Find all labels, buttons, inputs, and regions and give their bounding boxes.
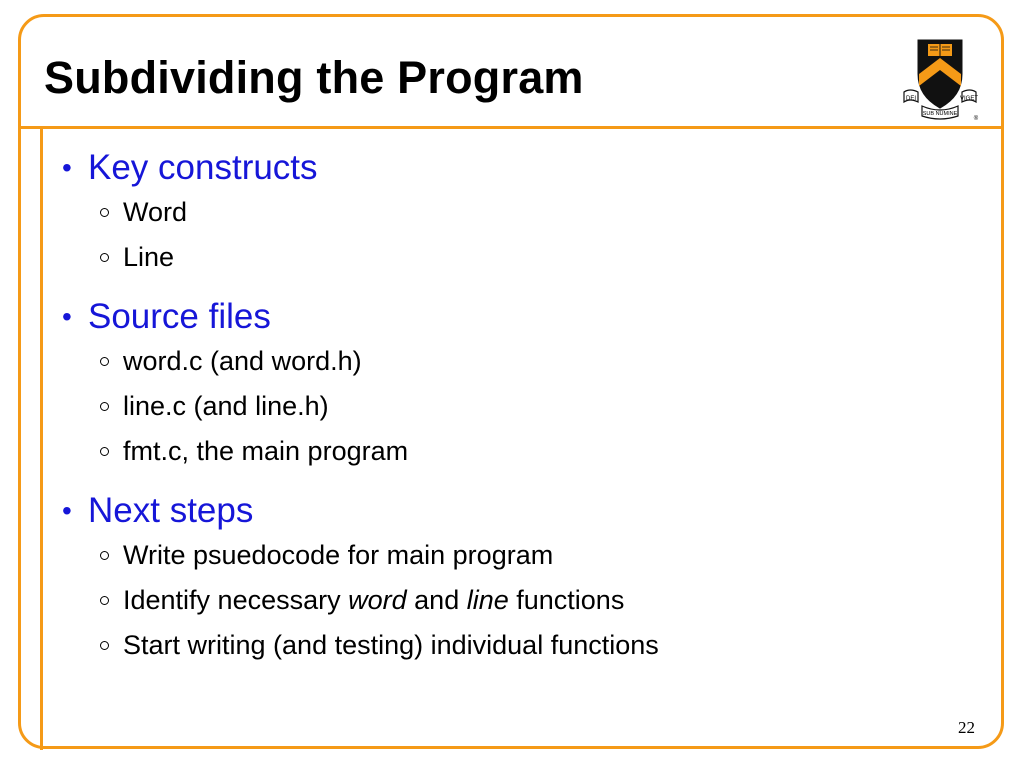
title-divider <box>18 126 1004 129</box>
section-next-steps <box>62 489 982 668</box>
bullet-heading <box>62 295 982 339</box>
sub-bullet-text <box>123 578 624 623</box>
bullet-heading-text: Source files <box>88 297 271 336</box>
sub-bullet <box>62 235 982 280</box>
text-run: Identify necessary <box>123 585 349 615</box>
text-run: functions <box>508 585 625 615</box>
sub-bullet <box>62 384 982 429</box>
sub-bullet-text: Start writing (and testing) individual functions <box>123 630 659 660</box>
logo-motto-left: DEI <box>905 96 917 102</box>
sub-bullet <box>62 429 982 474</box>
section-source-files <box>62 295 982 474</box>
ring-bullet-icon <box>100 402 109 411</box>
logo-motto-bottom: SUB NUMINE <box>922 111 958 117</box>
sub-bullet <box>62 339 982 384</box>
sub-bullet <box>62 623 982 668</box>
bullet-heading-text: Next steps <box>88 491 254 530</box>
ring-bullet-icon <box>100 208 109 217</box>
logo-registered-mark: ® <box>973 116 979 122</box>
ring-bullet-icon <box>100 447 109 456</box>
ring-bullet-icon <box>100 253 109 262</box>
sub-bullet <box>62 190 982 235</box>
bullet-heading-text: Key constructs <box>88 148 318 187</box>
bullet-heading <box>62 489 982 533</box>
logo-motto-right: VIGET <box>959 96 979 102</box>
italic-run: line <box>466 585 509 615</box>
princeton-shield-logo <box>900 30 980 122</box>
bullet-heading <box>62 146 982 190</box>
text-run: and <box>406 585 467 615</box>
sub-bullet <box>62 578 982 623</box>
sub-bullet-text: line.c (and line.h) <box>123 391 329 421</box>
page-number: 22 <box>958 718 975 737</box>
slide-title: Subdividing the Program <box>44 52 584 103</box>
bullet-dot-icon: • <box>62 152 72 183</box>
ring-bullet-icon <box>100 357 109 366</box>
side-divider <box>40 126 43 750</box>
bullet-dot-icon: • <box>62 301 72 332</box>
sub-bullet-text: fmt.c, the main program <box>123 436 409 466</box>
italic-run: word <box>348 585 407 615</box>
sub-bullet-text: Line <box>123 242 175 272</box>
ring-bullet-icon <box>100 551 109 560</box>
sub-bullet <box>62 533 982 578</box>
slide-content <box>62 146 982 683</box>
sub-bullet-text: word.c (and word.h) <box>123 346 362 376</box>
ring-bullet-icon <box>100 641 109 650</box>
bullet-dot-icon: • <box>62 495 72 526</box>
ring-bullet-icon <box>100 596 109 605</box>
sub-bullet-text: Write psuedocode for main program <box>123 540 554 570</box>
section-key-constructs <box>62 146 982 280</box>
sub-bullet-text: Word <box>123 197 188 227</box>
